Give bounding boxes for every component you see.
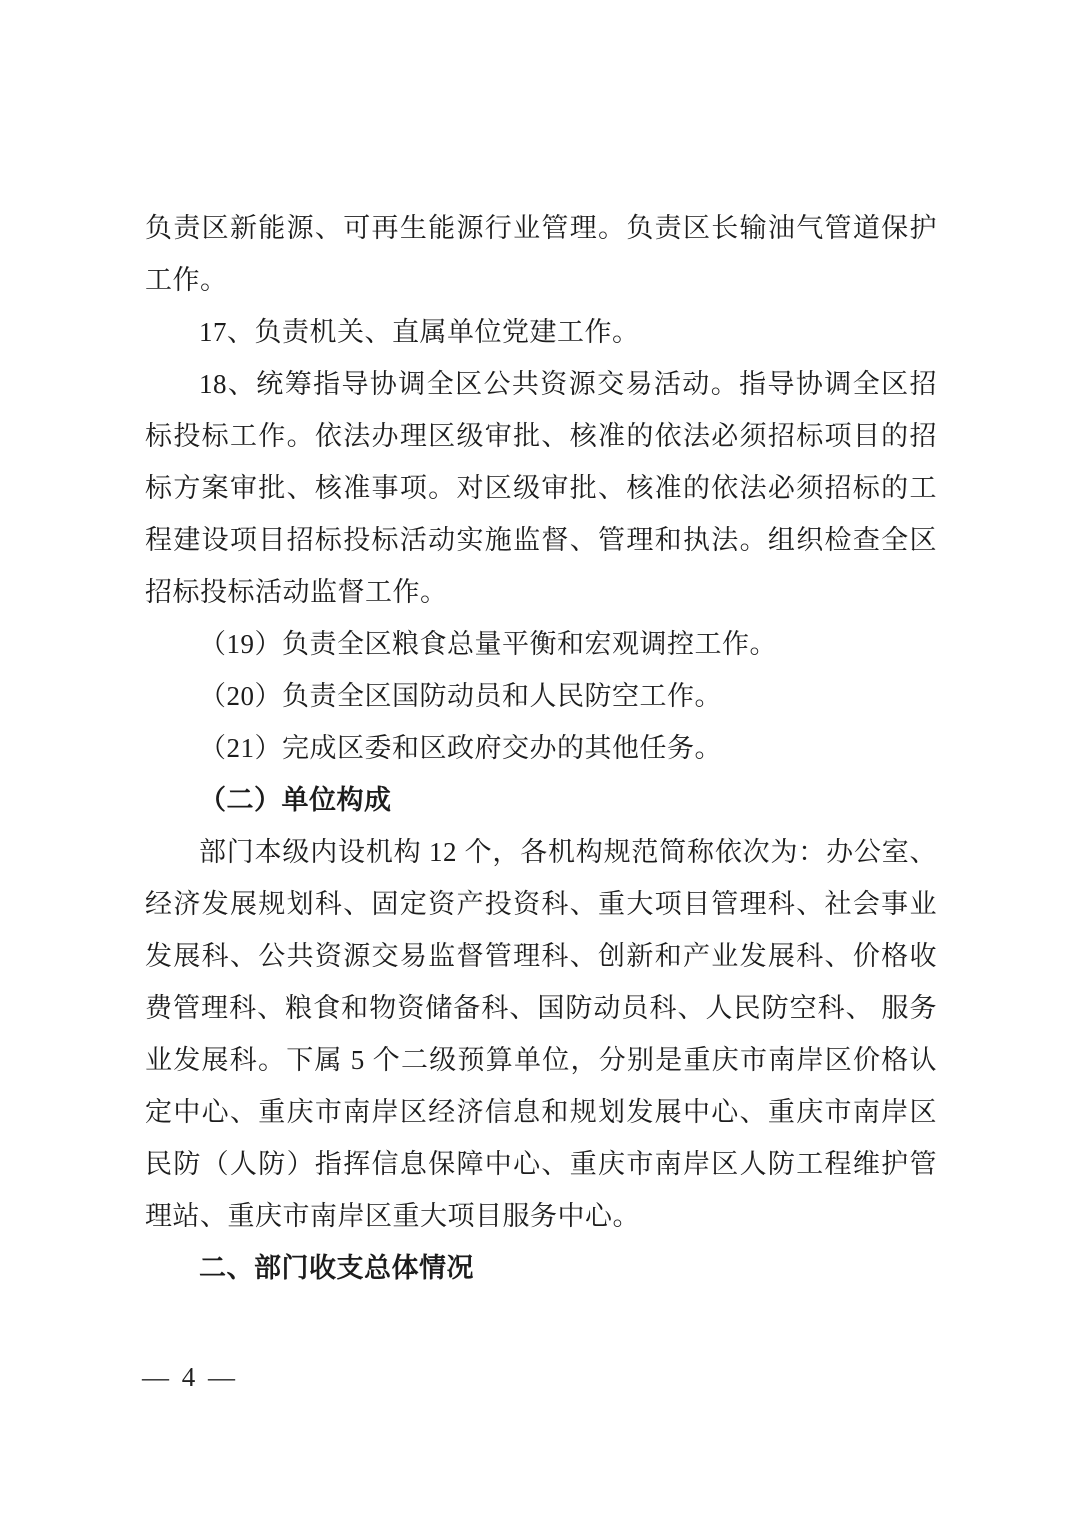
section-subheading-unit-composition: （二）单位构成 (199, 785, 392, 815)
paragraph-item-21: （21）完成区委和区政府交办的其他任务。 (199, 733, 722, 763)
document-content (145, 202, 937, 1294)
page-number: — 4 — (142, 1362, 238, 1392)
paragraph-item-18: 18、统筹指导协调全区公共资源交易活动。指导协调全区招标投标工作。依法办理区级审批、核准的依法必须招标项目的招标方案审批、核准事项。对区级审批、核准的依法必须招标的工程建设项目招标投标活动实施监督、管理和执法。组织检查全区招标投标活动监督工作。 (145, 369, 937, 607)
paragraph-unit-detail: 部门本级内设机构 12 个，各机构规范简称依次为：办公室、经济发展规划科、固定资产投资科、重大项目管理科、社会事业发展科、公共资源交易监督管理科、创新和产业发展科、价格收费管理科、粮食和物资储备科、国防动员科、人民防空科、 服务业发展科。下属 5 个二级预算单位，分别是重庆市南岸区价格认定中心、重庆市南岸区经济信息和规划发展中心、重庆市南岸区民防（人防）指挥信息保障中心、重庆市南岸区人防工程维护管理站、重庆市南岸区重大项目服务中心。 (145, 837, 937, 1231)
paragraph-continuation: 负责区新能源、可再生能源行业管理。负责区长输油气管道保护工作。 (145, 213, 937, 295)
paragraph-item-20: （20）负责全区国防动员和人民防空工作。 (199, 681, 722, 711)
paragraph-item-19: （19）负责全区粮食总量平衡和宏观调控工作。 (199, 629, 777, 659)
paragraph-item-17: 17、负责机关、直属单位党建工作。 (199, 317, 640, 347)
section-heading-budget-overview: 二、部门收支总体情况 (199, 1253, 474, 1283)
